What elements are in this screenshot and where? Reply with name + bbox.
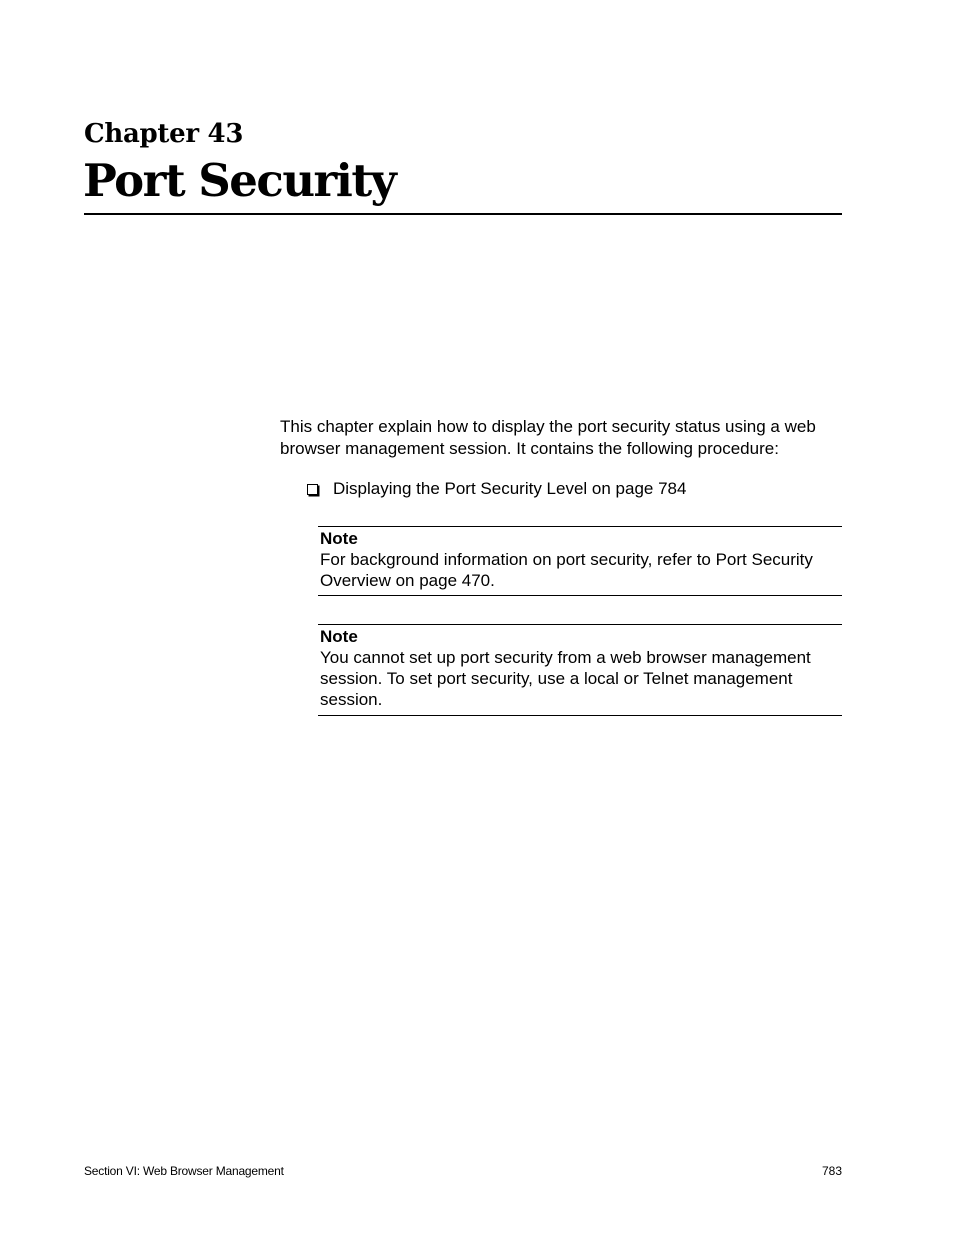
- title-divider: [84, 213, 842, 215]
- note-heading: Note: [320, 627, 358, 646]
- footer-section-title: Section VI: Web Browser Management: [84, 1164, 284, 1178]
- intro-paragraph: This chapter explain how to display the port security status using a web browser management session. It contains the following procedure:: [280, 417, 816, 458]
- note-text: You cannot set up port security from a web browser management session. To set port security, use a local or Telnet management session.: [320, 648, 811, 709]
- checkbox-icon: [307, 484, 318, 495]
- note-box: [318, 624, 842, 716]
- procedure-link[interactable]: Displaying the Port Security Level on page 784: [333, 479, 687, 498]
- page-title: Port Security: [83, 154, 396, 207]
- procedure-list-item: [307, 478, 686, 500]
- note-text: For background information on port security, refer to Port Security Overview on page 470.: [320, 550, 813, 590]
- footer-page-number: 783: [821, 1164, 842, 1178]
- note-heading: Note: [320, 529, 358, 548]
- note-box: [318, 526, 842, 596]
- chapter-label: Chapter 43: [84, 119, 244, 149]
